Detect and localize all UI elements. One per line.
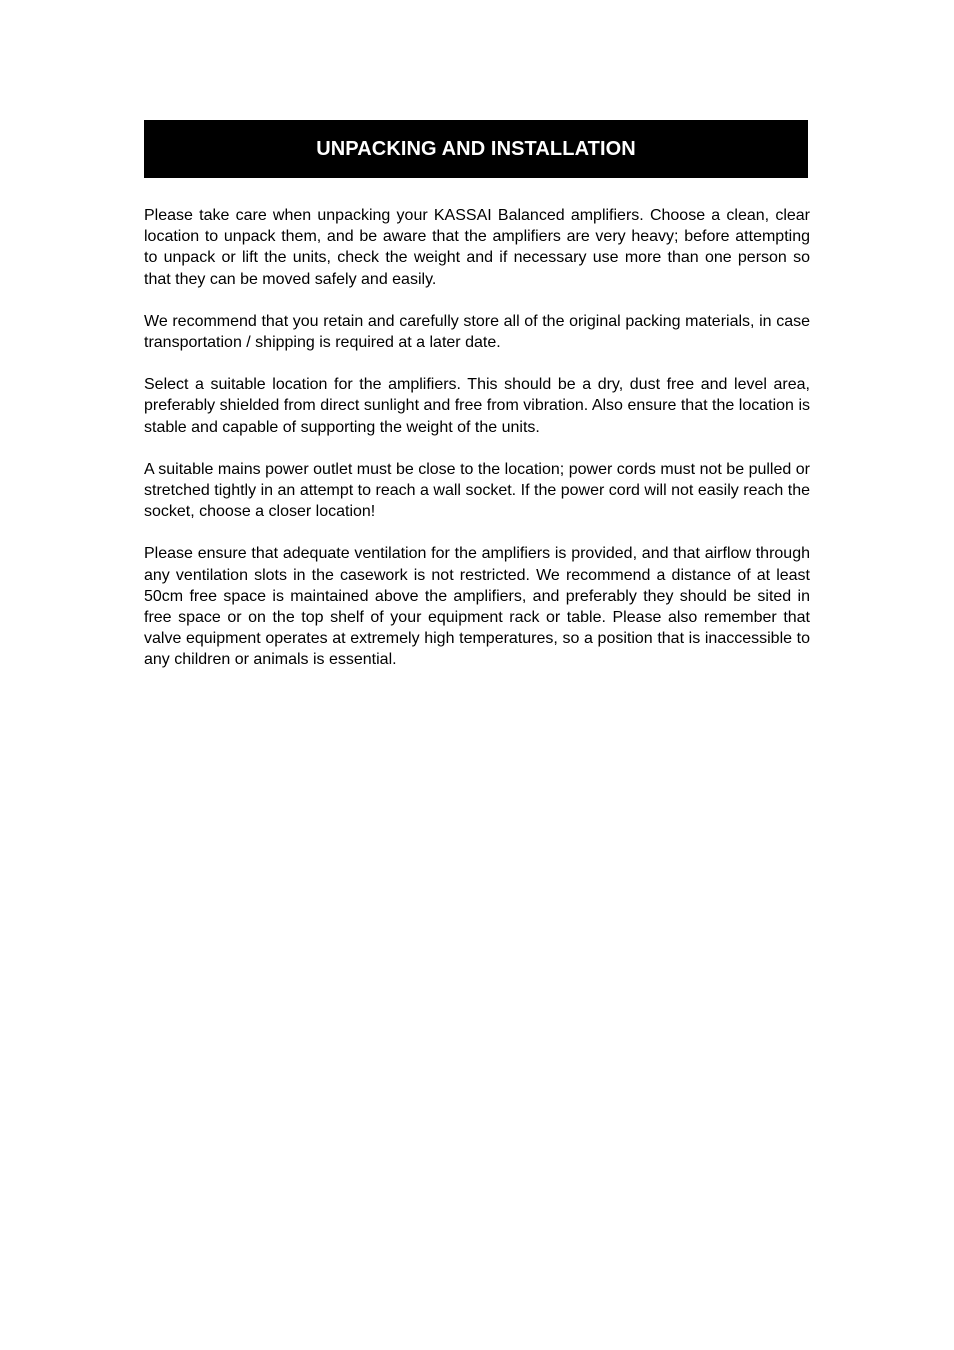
paragraph-location: Select a suitable location for the amplifiers. This should be a dry, dust free and level area, preferably shielded from direct sunlight and free from vibration. Also ensure that the location is stable and capable of supporting the weight of the units.: [144, 376, 810, 436]
paragraph-power-outlet: A suitable mains power outlet must be close to the location; power cords must not be pulled or stretched tightly in an attempt to reach a wall socket. If the power cord will not easily reach the socket, choose a closer location!: [144, 460, 810, 521]
section-title: UNPACKING AND INSTALLATION: [316, 137, 636, 160]
paragraph-ventilation: Please ensure that adequate ventilation for the amplifiers is provided, and that airflow through any ventilation slots in the casework is not restricted. We recommend a distance of at least 50cm free space is maintained above the amplifiers, and preferably they should be sited in free space or on the top shelf of your equipment rack or table. Please also remember that valve equipment operates at extremely high temperatures, so a position that is inaccessible to any children or animals is essential.: [144, 545, 810, 669]
body-text: [144, 205, 810, 692]
paragraph-unpacking: Please take care when unpacking your KASSAI Balanced amplifiers. Choose a clean, clear location to unpack them, and be aware that the amplifiers are very heavy; before attempting to unpack or lift the units, check the weight and if necessary use more than one person so that they can be moved safely and easily.: [144, 207, 810, 288]
paragraph-packing-materials: We recommend that you retain and carefully store all of the original packing materials, in case transportation / shipping is required at a later date.: [144, 312, 810, 352]
section-header-bar: [144, 120, 808, 178]
